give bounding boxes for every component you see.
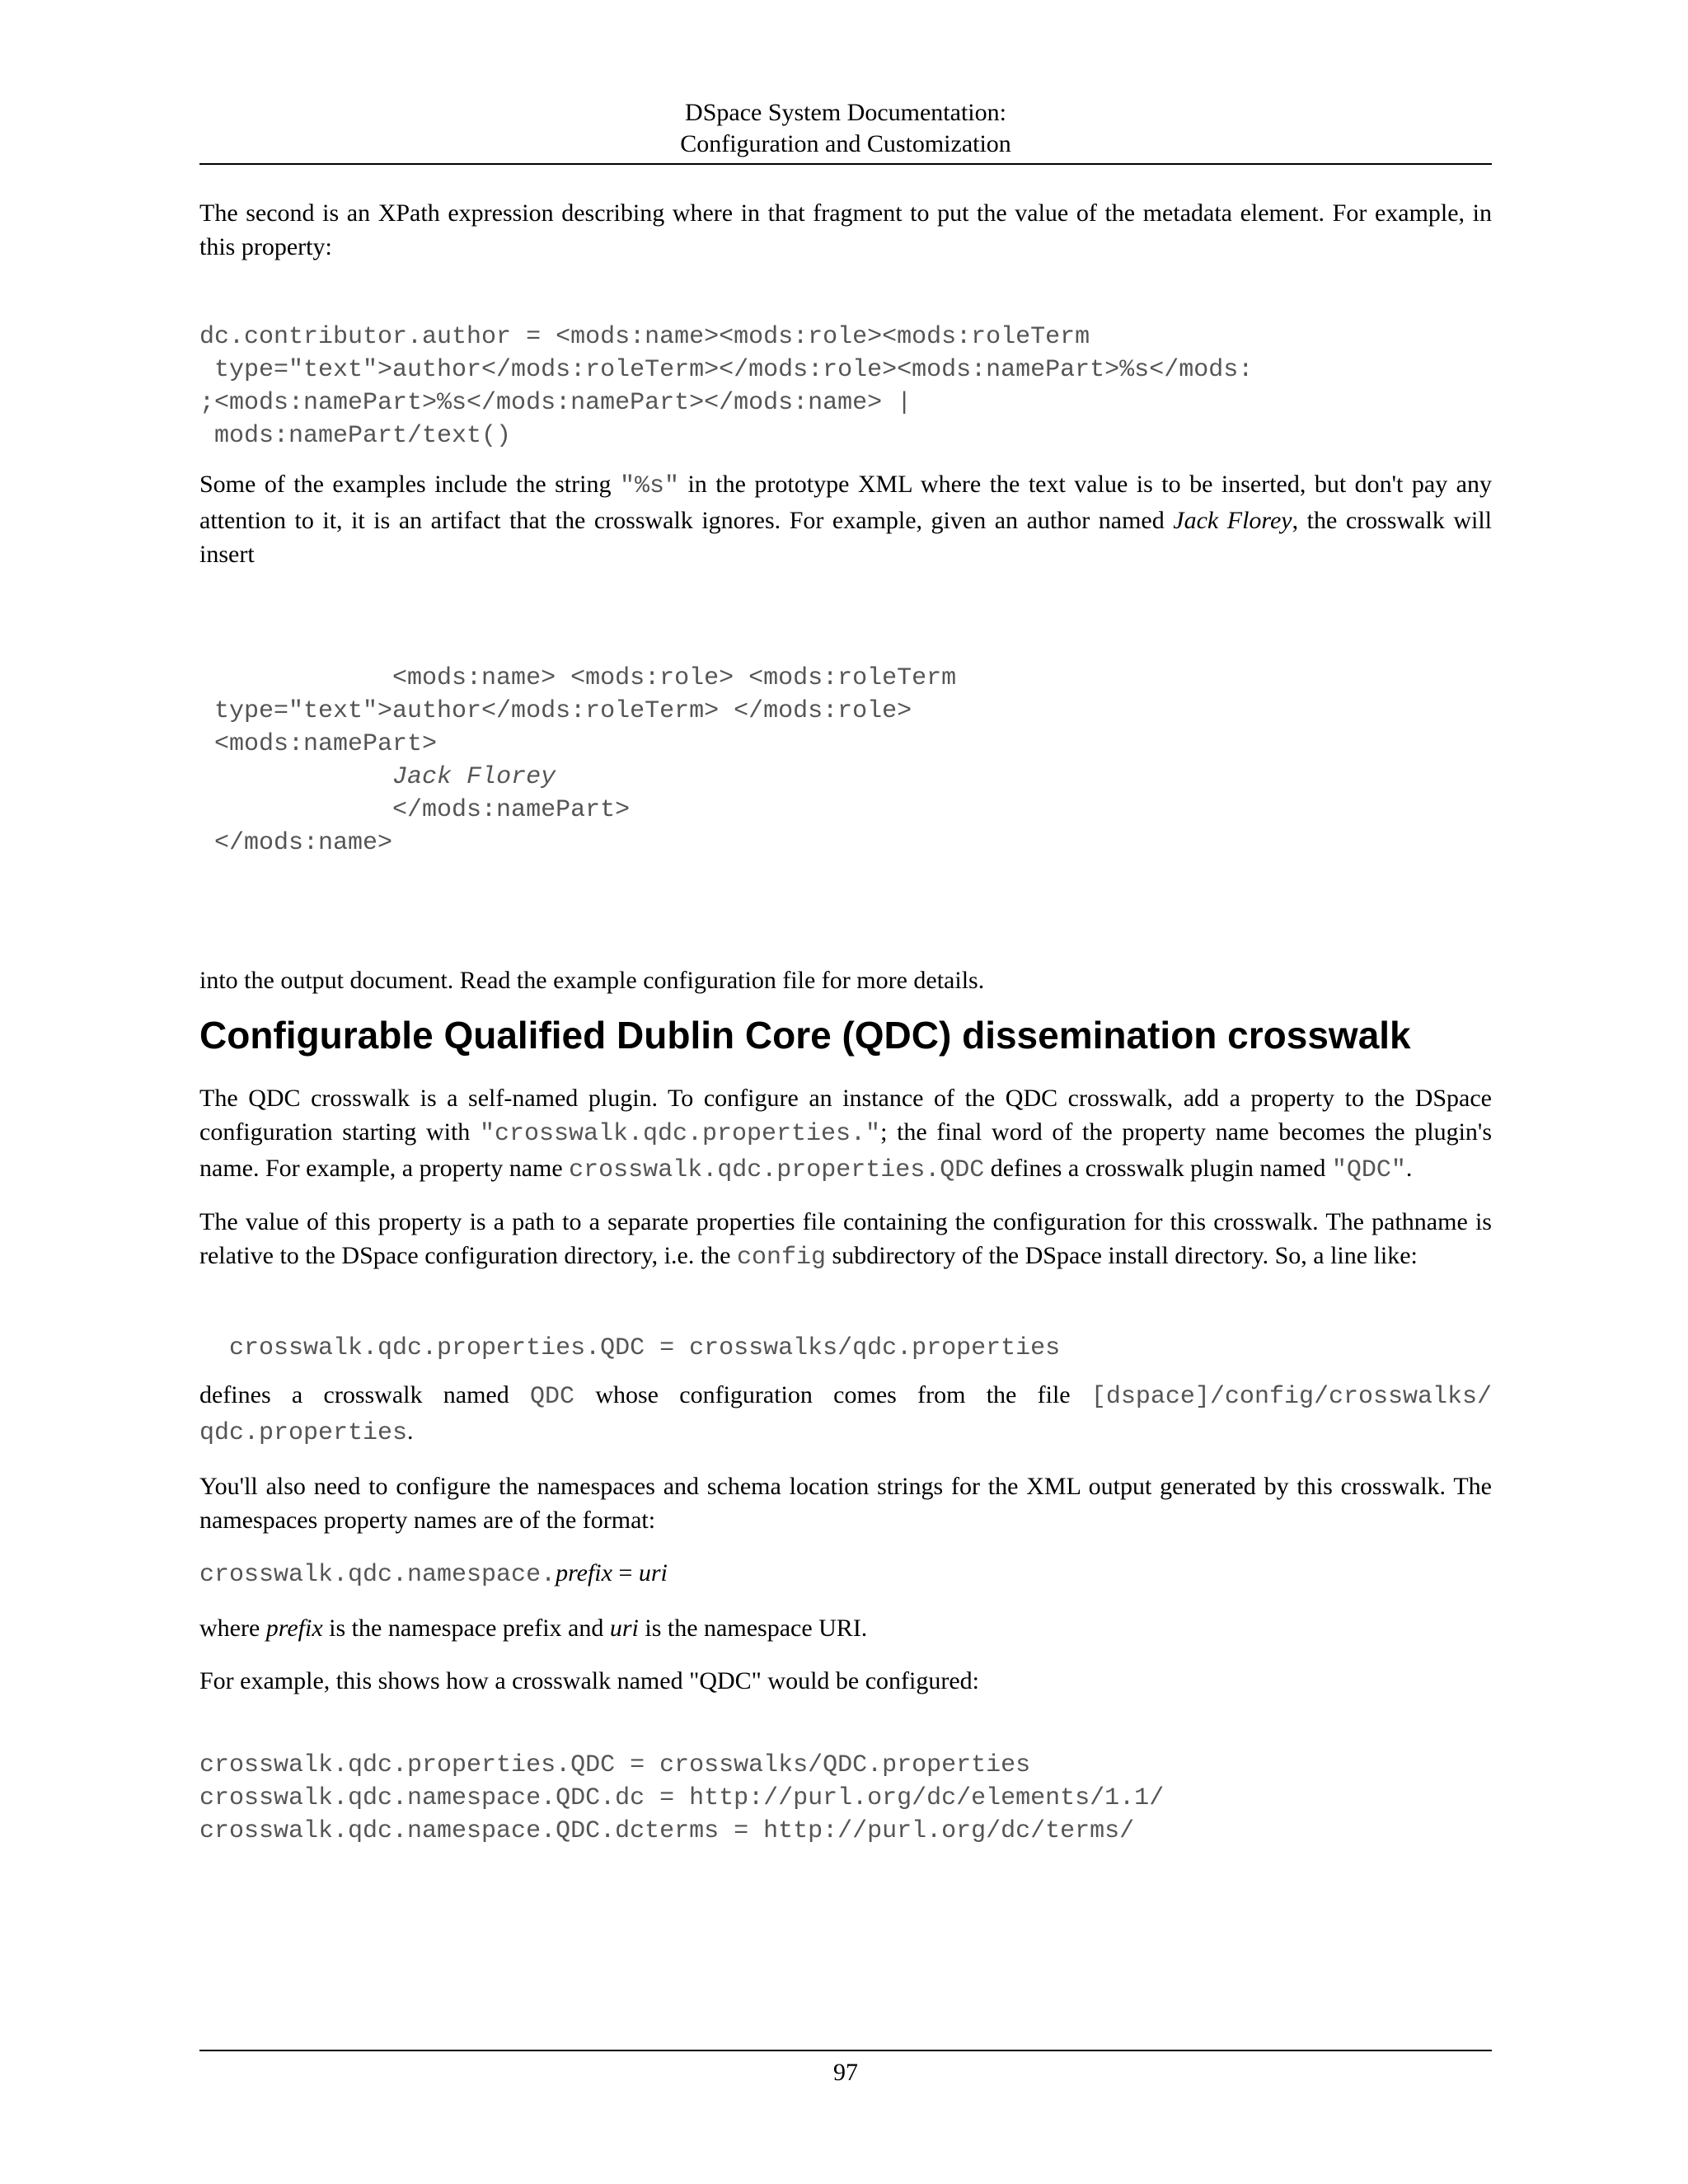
qdc-plugin-paragraph	[199, 1081, 1492, 1188]
header-title: DSpace System Documentation:	[685, 99, 1006, 126]
page-header	[199, 97, 1492, 165]
author-name: Jack Florey	[1173, 507, 1292, 534]
code-line: crosswalk.qdc.properties.QDC = crosswalks/qdc.properties	[199, 1334, 1061, 1362]
text-run: The value of this property is a path to a separate properties file containing the configuration for this crosswalk. The pathname is relative to the DSpace configuration directory, i.e. the	[199, 1208, 1492, 1269]
code-line: type="text">author</mods:roleTerm> </mods:role>	[199, 697, 912, 725]
namespace-format-line	[199, 1556, 1492, 1592]
text-run: is the namespace URI.	[638, 1615, 868, 1642]
text-run: in the prototype XML where the text value is to be inserted, but don't pay any attention to it, it is an artifact that the crosswalk ignores. For example, given an author named	[199, 471, 1492, 534]
intro-paragraph: The second is an XPath expression describing where in that fragment to put the value of the metadata element. For example, in this property:	[199, 199, 1492, 260]
code-line: <mods:name> <mods:role> <mods:roleTerm	[199, 664, 957, 692]
text-run: where	[199, 1615, 266, 1642]
code-line: mods:namePart/text()	[199, 422, 512, 450]
text-run: whose configuration comes from the file	[574, 1381, 1091, 1408]
header-subtitle: Configuration and Customization	[680, 130, 1011, 157]
text-run: ; the final word of the property name becomes the plugin's name. For example, a property name	[199, 1118, 1493, 1182]
code-block-qdc-config	[199, 1749, 1492, 1848]
text-run: .	[1405, 1155, 1413, 1182]
text-run: .	[407, 1418, 414, 1445]
inline-code: "crosswalk.qdc.properties."	[479, 1120, 881, 1148]
code-line: crosswalk.qdc.properties.QDC = crosswalks/QDC.properties	[199, 1751, 1031, 1779]
inline-code: "%s"	[619, 472, 679, 500]
page-number: 97	[833, 2059, 858, 2086]
percent-s-paragraph	[199, 467, 1492, 571]
page-footer	[199, 2050, 1492, 2088]
inline-code: [dspace]/config/crosswalks/ qdc.properties	[199, 1383, 1492, 1447]
uri-term: uri	[609, 1615, 639, 1642]
code-line: type="text">author</mods:roleTerm></mods:role><mods:namePart>%s</mods:	[199, 356, 1254, 384]
example-config-paragraph: For example, this shows how a crosswalk named "QDC" would be configured:	[199, 1667, 979, 1694]
inline-code: QDC	[530, 1383, 575, 1411]
uri-term: uri	[638, 1559, 668, 1586]
code-line: crosswalk.qdc.namespace.QDC.dcterms = http://purl.org/dc/terms/	[199, 1817, 1135, 1845]
code-line: </mods:name>	[199, 829, 393, 857]
code-block-mods-author	[199, 321, 1492, 452]
page-content	[199, 196, 1492, 1848]
defines-crosswalk-paragraph	[199, 1378, 1492, 1451]
section-heading: Configurable Qualified Dublin Core (QDC) dissemination crosswalk	[199, 1014, 1411, 1057]
text-run: , the crosswalk will insert	[199, 507, 1493, 568]
text-run: defines a crosswalk named	[199, 1381, 531, 1408]
inline-code: config	[736, 1244, 827, 1272]
text-run: subdirectory of the DSpace install directory. So, a line like:	[826, 1242, 1418, 1269]
inline-code: "QDC"	[1331, 1156, 1406, 1184]
code-line: dc.contributor.author = <mods:name><mods:role><mods:roleTerm	[199, 323, 1090, 351]
prefix-term: prefix	[265, 1615, 323, 1642]
inline-code: crosswalk.qdc.properties.QDC	[569, 1156, 985, 1184]
text-run: Some of the examples include the string	[199, 471, 620, 498]
code-line-name: Jack Florey	[392, 763, 556, 791]
text-run: defines a crosswalk plugin named	[984, 1155, 1332, 1182]
code-line: </mods:namePart>	[199, 796, 631, 824]
code-line: ;<mods:namePart>%s</mods:namePart></mods:name> |	[199, 389, 912, 417]
code-indent	[199, 763, 392, 791]
properties-path-paragraph	[199, 1205, 1492, 1275]
prefix-uri-paragraph	[199, 1611, 1492, 1645]
inline-code: crosswalk.qdc.namespace.	[199, 1561, 556, 1589]
text-run: is the namespace prefix and	[322, 1615, 610, 1642]
code-line: <mods:namePart>	[199, 730, 438, 758]
code-block-qdc-line	[199, 1332, 1492, 1365]
text-run: =	[612, 1559, 639, 1586]
text-run: The QDC crosswalk is a self-named plugin. To configure an instance of the QDC crosswalk, add a property to the DSpace configuration starting with	[199, 1085, 1492, 1146]
code-line: crosswalk.qdc.namespace.QDC.dc = http://purl.org/dc/elements/1.1/	[199, 1784, 1165, 1812]
output-document-paragraph: into the output document. Read the example configuration file for more details.	[199, 967, 985, 994]
namespaces-paragraph: You'll also need to configure the namespaces and schema location strings for the XML output generated by this crosswalk. The namespaces property names are of the format:	[199, 1473, 1492, 1534]
code-block-output-example	[199, 662, 1492, 860]
prefix-term: prefix	[556, 1559, 612, 1586]
